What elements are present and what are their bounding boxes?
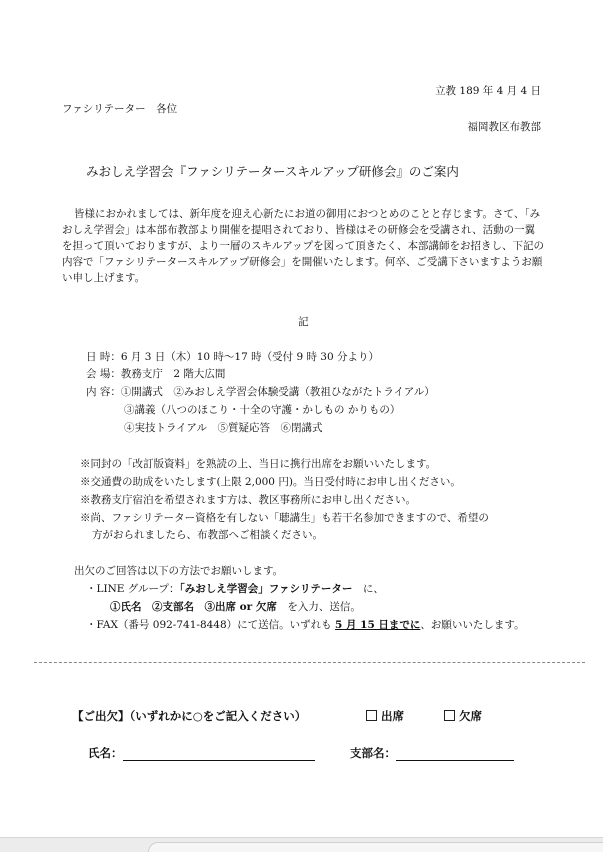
absent-label: 欠席: [459, 709, 482, 723]
branch-blank-line[interactable]: [396, 747, 514, 761]
reply-line-prefix: ・LINE グループ：: [86, 583, 180, 595]
date-label: 日 時：: [86, 351, 121, 363]
viewer-page-tab: [148, 842, 603, 852]
reply-fax-deadline: 5 月 15 日までに: [335, 619, 421, 631]
note-1: ※同封の「改訂版資料」を熟読の上、当日に携行出席をお願いいたします。: [80, 458, 437, 470]
intro-paragraph: [62, 206, 544, 286]
attend-option[interactable]: [366, 710, 404, 724]
note-2: ※交通費の助成をいたします(上限 2,000 円)。当日受付時にお申し出ください。: [80, 476, 461, 488]
branch-field[interactable]: [350, 747, 514, 761]
reply-line-items: ①氏名 ②支部名 ③出席 or 欠席: [110, 601, 277, 613]
date-value: 6 月 3 日（木）10 時～17 時（受付 9 時 30 分より）: [120, 351, 380, 363]
absent-checkbox-icon[interactable]: [444, 710, 455, 721]
reply-line-group: 「みおしえ学習会」ファシリテーター: [179, 583, 353, 595]
reply-line-items-suffix: を入力、送信。: [276, 601, 361, 613]
note-4: ※尚、ファシリテーター資格を有しない「聴講生」も若干名参加できますので、希望の: [80, 512, 489, 524]
note-4-cont: 方がおられましたら、布教部へご相談ください。: [92, 529, 323, 541]
content-line-1: ①開講式 ②みおしえ学習会体験受講（教祖ひながたトライアル）: [120, 386, 435, 398]
reply-fax-row: [86, 619, 525, 632]
date-row: [86, 351, 379, 364]
reply-line-suffix: に、: [352, 583, 384, 595]
venue-row: [86, 368, 225, 381]
note-3: ※教務支庁宿泊を希望されます方は、教区事務所にお申し出ください。: [80, 494, 416, 506]
name-field[interactable]: [88, 747, 315, 761]
reply-fax-prefix: ・FAX（番号 092-741-8448）にて送信。いずれも: [86, 619, 336, 631]
ki-mark: 記: [298, 316, 309, 328]
document-date: 立教 189 年 4 月 4 日: [435, 85, 541, 97]
cut-line-divider: [34, 662, 585, 663]
absent-option[interactable]: [444, 710, 482, 724]
content-label: 内 容：: [86, 386, 121, 398]
reply-intro: 出欠のご回答は以下の方法でお願いします。: [74, 565, 284, 577]
form-heading: 【ご出欠】（いずれかに○をご記入ください）: [72, 709, 307, 723]
reply-fax-suffix: 、お願いいたします。: [420, 619, 525, 631]
reply-items-row: [110, 601, 361, 614]
addressee: ファシリテーター 各位: [62, 103, 178, 115]
viewer-bottom-bar: [0, 837, 603, 852]
page-title: みおしえ学習会『ファシリテータースキルアップ研修会』のご案内: [86, 164, 459, 179]
content-row: [86, 386, 435, 399]
attend-label: 出席: [381, 709, 404, 723]
name-label: 氏名：: [88, 746, 123, 761]
venue-value: 教務支庁 2 階大広間: [120, 368, 226, 380]
reply-line-row: [86, 583, 384, 596]
content-line-3: ④実技トライアル ⑤質疑応答 ⑥閉講式: [124, 422, 323, 434]
branch-label: 支部名：: [350, 746, 396, 761]
venue-label: 会 場：: [86, 368, 121, 380]
name-blank-line[interactable]: [123, 747, 315, 761]
sender: 福岡教区布教部: [467, 121, 541, 133]
content-line-2: ③講義（八つのほこり・十全の守護・かしもの かりもの）: [124, 404, 401, 416]
attend-checkbox-icon[interactable]: [366, 710, 377, 721]
intro-text: 皆様におかれましては、新年度を迎え心新たにお道の御用におつとめのことと存じます。さて、「みおしえ学習会」は本部布教部より開催を提唱されており、皆様はその研修会を受講され、活動の一翼を担って頂いておりますが、より一層のスキルアップを図って頂きたく、本部講師をお招きし、下記の内容で「ファシリテータースキルアップ研修会」を開催いたします。何卒、ご受講下さいますようお願い申し上げます。: [62, 208, 544, 284]
